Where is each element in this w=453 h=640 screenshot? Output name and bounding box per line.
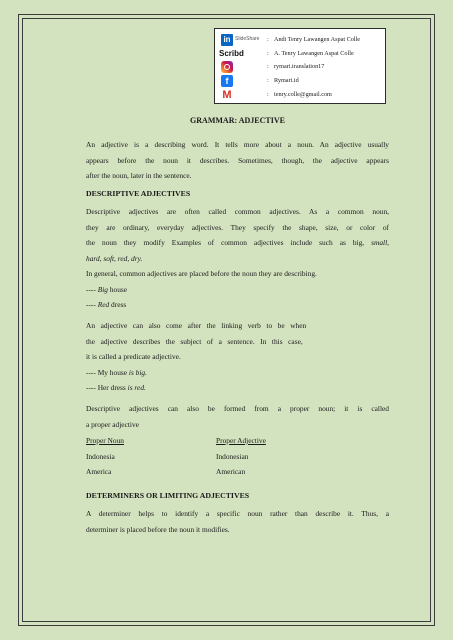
linkedin-icon: in [221, 34, 233, 46]
scribd-icon: Scribd [219, 49, 244, 58]
slideshare-name: Andi Tenry Lawangen Aspat Colle [274, 36, 361, 43]
instagram-handle: rymari.translation17 [274, 63, 325, 70]
heading-determiners: DETERMINERS OR LIMITING ADJECTIVES [86, 491, 250, 500]
contact-row-instagram[interactable]: : rymari.translation17 [215, 60, 385, 74]
example-her-dress: ---- Her dress is red. [86, 383, 146, 392]
example-red-dress: ---- Red dress [86, 300, 127, 309]
heading-descriptive: DESCRIPTIVE ADJECTIVES [86, 189, 191, 198]
email-address: tenry.colle@gmail.com [274, 91, 332, 98]
facebook-handle: Rymari.id [274, 77, 299, 84]
descriptive-paragraph: Descriptive adjectives are often called common adjectives. As a common noun, they are ordinary, everyday adjectives. They specify the shape, size, or color of the noun they modify Examples of common adjectives include such as big, small, hard, soft, red, dry. In general, common adjectives are placed before the noun they are describing. ---- Big house ---- Red dress [86, 204, 389, 313]
facebook-icon: f [221, 75, 233, 87]
predicate-paragraph: An adjective can also come after the linking verb to be when the adjective describes the subject of a sentence. In this case, it is called a predicate adjective. ---- My house is big. ---- Her dress is red. [86, 318, 389, 396]
proper-paragraph: Descriptive adjectives can also be formed from a proper noun; it is called a proper adjective [86, 404, 389, 429]
contact-box [214, 28, 386, 104]
contact-row-gmail[interactable]: M : tenry.colle@gmail.com [222, 89, 332, 101]
intro-paragraph: An adjective is a describing word. It tells more about a noun. An adjective usually appears before the noun it describes. Sometimes, though, the adjective appears after the noun, later in the sentence. [86, 140, 389, 180]
contact-row-facebook[interactable]: f : Rymari.id [215, 74, 385, 88]
gmail-icon: M [222, 89, 232, 101]
instagram-icon [221, 61, 233, 73]
proper-table [86, 433, 389, 480]
example-my-house: ---- My house is big. [86, 367, 147, 377]
page-title: GRAMMAR: ADJECTIVE [190, 116, 285, 125]
contact-row-scribd[interactable]: Scribd : A. Tenry Lawangen Aspat Colle [219, 49, 354, 58]
table-header-row: Proper Noun Proper Adjective [86, 436, 266, 445]
contact-row-slideshare[interactable]: in SlideShare : Andi Tenry Lawangen Aspat Colle [215, 33, 385, 47]
example-big-house: ---- Big house [86, 284, 128, 294]
determiners-paragraph: A determiner helps to identify a specific noun rather than describe it. Thus, a determiner is placed before the noun it modifies. [86, 509, 389, 534]
table-row: America American [86, 467, 246, 476]
scribd-name: A. Tenry Lawangen Aspat Colle [274, 50, 354, 57]
table-row: Indonesia Indonesian [86, 451, 249, 461]
slideshare-label: SlideShare [235, 36, 260, 42]
